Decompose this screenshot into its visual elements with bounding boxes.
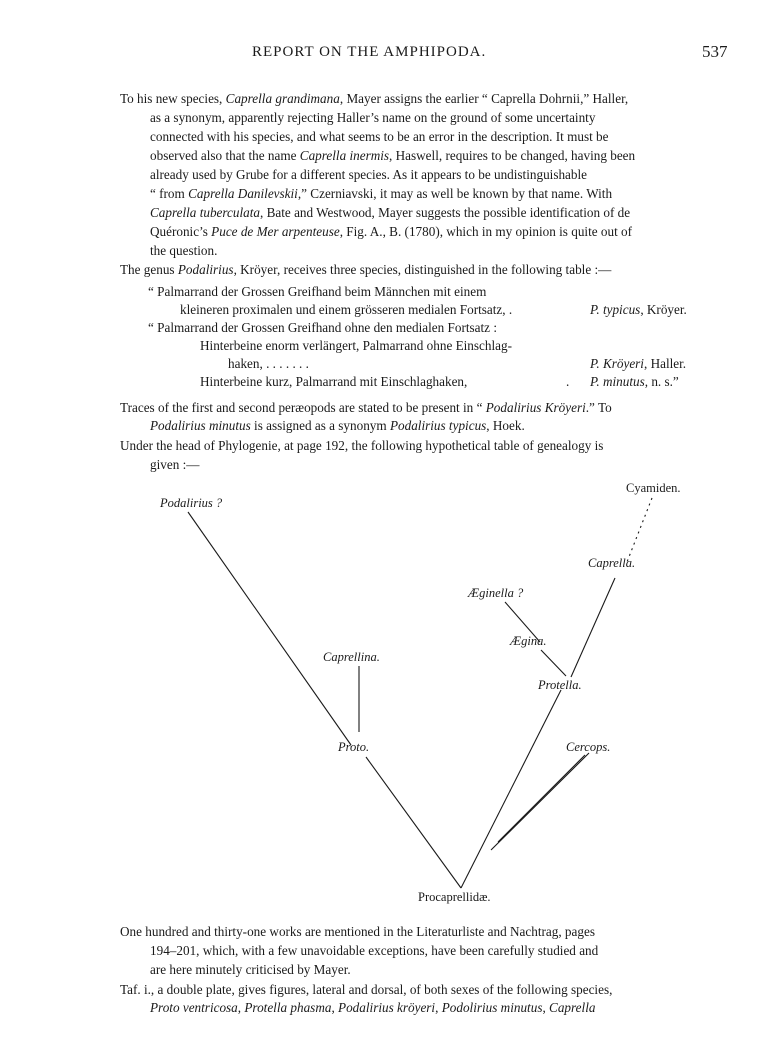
text-line: already used by Grube for a different species. As it appears to be undistinguishable <box>150 167 588 182</box>
text-line: as a synonym, apparently rejecting Haller’s name on the ground of some uncertainty <box>150 110 596 125</box>
branch-cercops-inner <box>498 755 585 842</box>
tree-lines <box>0 470 776 910</box>
table-row: haken, . . . . . . . <box>228 356 309 371</box>
branch-caprella-cyamiden <box>627 498 652 562</box>
branch-protella-caprella <box>571 578 615 677</box>
table-row: Hinterbeine kurz, Palmarrand mit Einschlaghaken, <box>200 374 468 389</box>
label-caprellina: Caprellina. <box>323 650 380 664</box>
paragraph-podalirius-intro: The genus Podalirius, Kröyer, receives three species, distinguished in the following table :— <box>120 262 612 277</box>
label-proto: Proto. <box>338 740 370 754</box>
branch-cercops <box>491 753 589 850</box>
label-podalirius: Podalirius ? <box>160 496 223 510</box>
table-row: “ Palmarrand der Grossen Greifhand beim Männchen mit einem <box>148 284 487 299</box>
branch-podalirius-proto <box>188 512 351 745</box>
label-caprella: Caprella. <box>588 556 636 570</box>
table-leader-dot: . <box>566 374 570 389</box>
label-procaprellidae: Procaprellidæ. <box>418 890 491 904</box>
text-line: Taf. i., a double plate, gives figures, lateral and dorsal, of both sexes of the following species, <box>120 982 613 997</box>
table-row: kleineren proximalen und einem grösseren medialen Fortsatz, . <box>180 302 513 317</box>
text-line: Traces of the first and second peræopods are stated to be present in “ Podalirius Kröyeri.” To <box>120 400 612 415</box>
table-row: Hinterbeine enorm verlängert, Palmarrand ohne Einschlag- <box>200 338 512 353</box>
branch-procaprellidae-protella <box>461 690 561 888</box>
text-line: Podalirius minutus is assigned as a synonym Podalirius typicus, Hoek. <box>150 418 525 433</box>
table-species: P. typicus, Kröyer. <box>590 302 687 317</box>
text-line: Proto ventricosa, Protella phasma, Podalirius kröyeri, Podolirius minutus, Caprella <box>150 1000 596 1015</box>
label-aegina: Ægina. <box>510 634 547 648</box>
text-line: observed also that the name Caprella inermis, Haswell, requires to be changed, having been <box>150 148 636 163</box>
text-line: the question. <box>150 243 218 258</box>
text-line: are here minutely criticised by Mayer. <box>150 962 351 977</box>
label-protella: Protella. <box>538 678 582 692</box>
text-line: 194–201, which, with a few unavoidable exceptions, have been carefully studied and <box>150 943 599 958</box>
table-species: P. Kröyeri, Haller. <box>590 356 687 371</box>
table-species: P. minutus, n. s.” <box>590 374 679 389</box>
page-number: 537 <box>702 42 728 61</box>
branch-proto-procaprellidae <box>366 757 461 888</box>
branch-aegina-protella <box>541 650 566 676</box>
text-line: Quéronic’s Puce de Mer arpenteuse, Fig. A., B. (1780), which in my opinion is quite out of <box>150 224 633 239</box>
text-line: Caprella tuberculata, Bate and Westwood, Mayer suggests the possible identification of de <box>150 205 631 220</box>
running-header <box>0 44 776 68</box>
label-cercops: Cercops. <box>566 740 611 754</box>
running-title: REPORT ON THE AMPHIPODA. <box>252 44 487 60</box>
text-line: “ from Caprella Danilevskii,” Czerniavski, it may as well be known by that name. With <box>150 186 613 201</box>
text-line: To his new species, Caprella grandimana, Mayer assigns the earlier “ Caprella Dohrnii,” Haller, <box>120 91 629 106</box>
label-aeginella: Æginella ? <box>468 586 524 600</box>
label-cyamiden: Cyamiden. <box>626 481 681 495</box>
text-line: One hundred and thirty-one works are mentioned in the Literaturliste and Nachtrag, pages <box>120 924 595 939</box>
text-line: connected with his species, and what seems to be an error in the description. It must be <box>150 129 609 144</box>
genealogy-tree <box>0 470 776 910</box>
text-line: given :— <box>150 457 200 472</box>
text-line: Under the head of Phylogenie, at page 192, the following hypothetical table of genealogy is <box>120 438 604 453</box>
table-row: “ Palmarrand der Grossen Greifhand ohne den medialen Fortsatz : <box>148 320 497 335</box>
